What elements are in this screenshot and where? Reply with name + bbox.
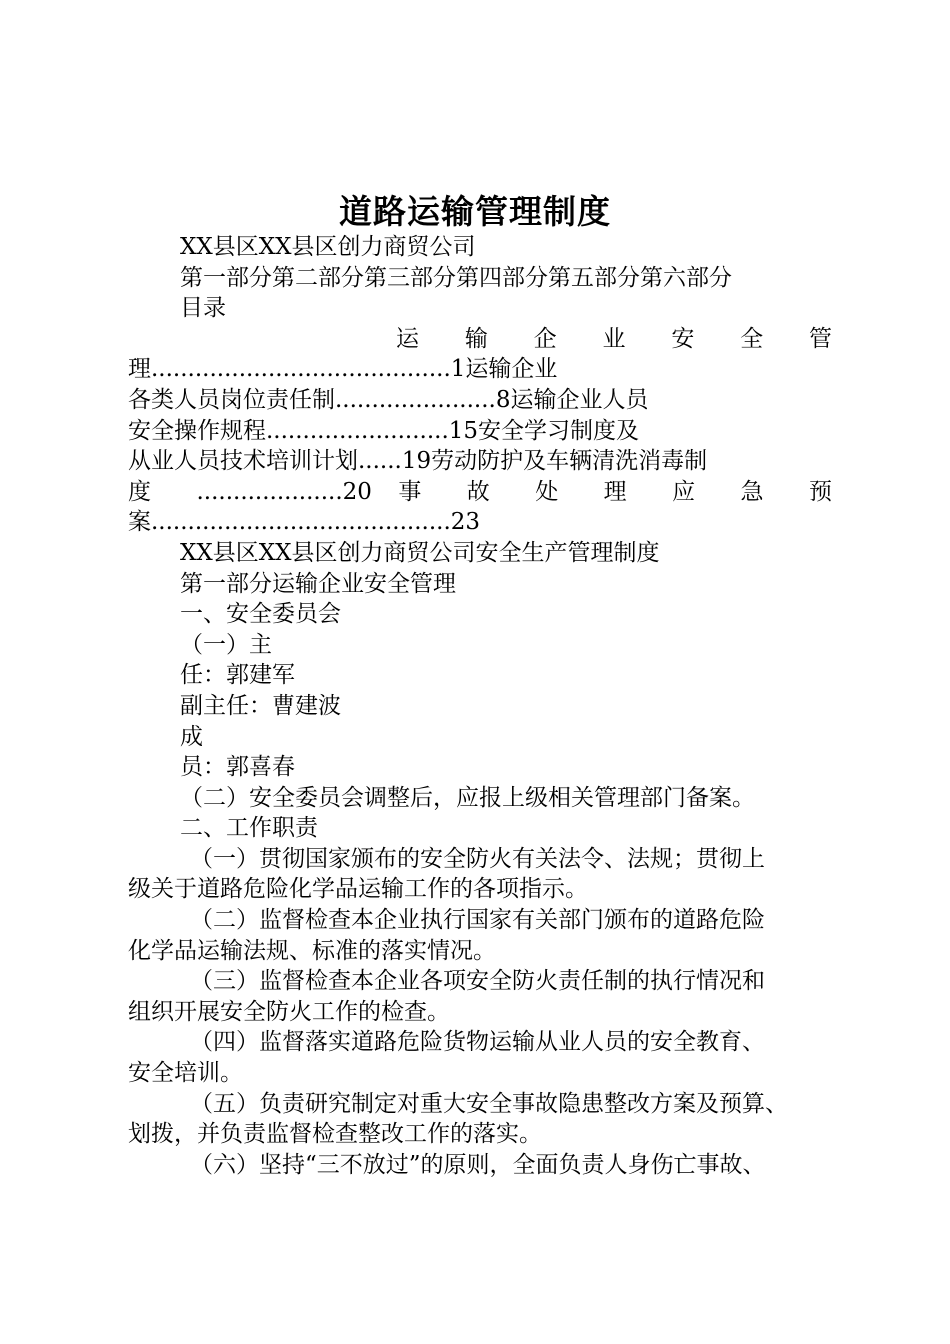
duty-item: （四）监督落实道路危险货物运输从业人员的安全教育、 [190, 1029, 765, 1056]
regulation-title: XX县区XX县区创力商贸公司安全生产管理制度 [180, 539, 660, 566]
duty-item-cont: 化学品运输法规、标准的落实情况。 [128, 937, 496, 964]
committee-line: 副主任：曹建波 [180, 692, 341, 719]
section-heading: 二、工作职责 [180, 815, 318, 842]
part-heading: 第一部分运输企业安全管理 [180, 570, 456, 597]
committee-line: （一）主 [180, 631, 272, 658]
toc-heading: 目录 [180, 295, 226, 322]
duty-item: （一）贯彻国家颁布的安全防火有关法令、法规；贯彻上 [190, 845, 765, 872]
toc-line: 运 输 企 业 安 全 管 [396, 325, 832, 352]
committee-line: 成 [180, 723, 203, 750]
committee-note: （二）安全委员会调整后，应报上级相关管理部门备案。 [180, 784, 755, 811]
committee-line: 任：郭建军 [180, 662, 295, 689]
parts-list: 第一部分第二部分第三部分第四部分第五部分第六部分 [180, 264, 732, 291]
duty-item: （三）监督检查本企业各项安全防火责任制的执行情况和 [190, 968, 765, 995]
duty-item-cont: 安全培训。 [128, 1060, 243, 1087]
duty-item: （五）负责研究制定对重大安全事故隐患整改方案及预算、 [190, 1090, 788, 1117]
document-title: 道路运输管理制度 [339, 192, 611, 231]
company-name: XX县区XX县区创力商贸公司 [180, 234, 476, 260]
document-body [128, 232, 832, 1180]
duty-item-cont: 级关于道路危险化学品运输工作的各项指示。 [128, 876, 588, 903]
section-heading: 一、安全委员会 [180, 601, 341, 628]
committee-line: 员：郭喜春 [180, 754, 295, 781]
duty-item-cont: 组织开展安全防火工作的检查。 [128, 998, 450, 1025]
toc-line: 各类人员岗位责任制......................8运输企业人员 [128, 386, 649, 413]
toc-line: 理.........................................1运输企业 [128, 356, 558, 383]
duty-item: （二）监督检查本企业执行国家有关部门颁布的道路危险 [190, 907, 765, 934]
duty-item: （六）坚持“三不放过”的原则，全面负责人身伤亡事故、 [190, 1151, 766, 1178]
duty-item-cont: 划拨，并负责监督检查整改工作的落实。 [128, 1121, 542, 1148]
toc-line: 从业人员技术培训计划......19劳动防护及车辆清洗消毒制 [128, 448, 708, 475]
toc-line: 安全操作规程.........................15安全学习制度及 [128, 417, 640, 444]
toc-line: 度 ....................20 事 故 处 理 应 急 预 [128, 478, 832, 505]
toc-line: 案.........................................23 [128, 509, 481, 536]
